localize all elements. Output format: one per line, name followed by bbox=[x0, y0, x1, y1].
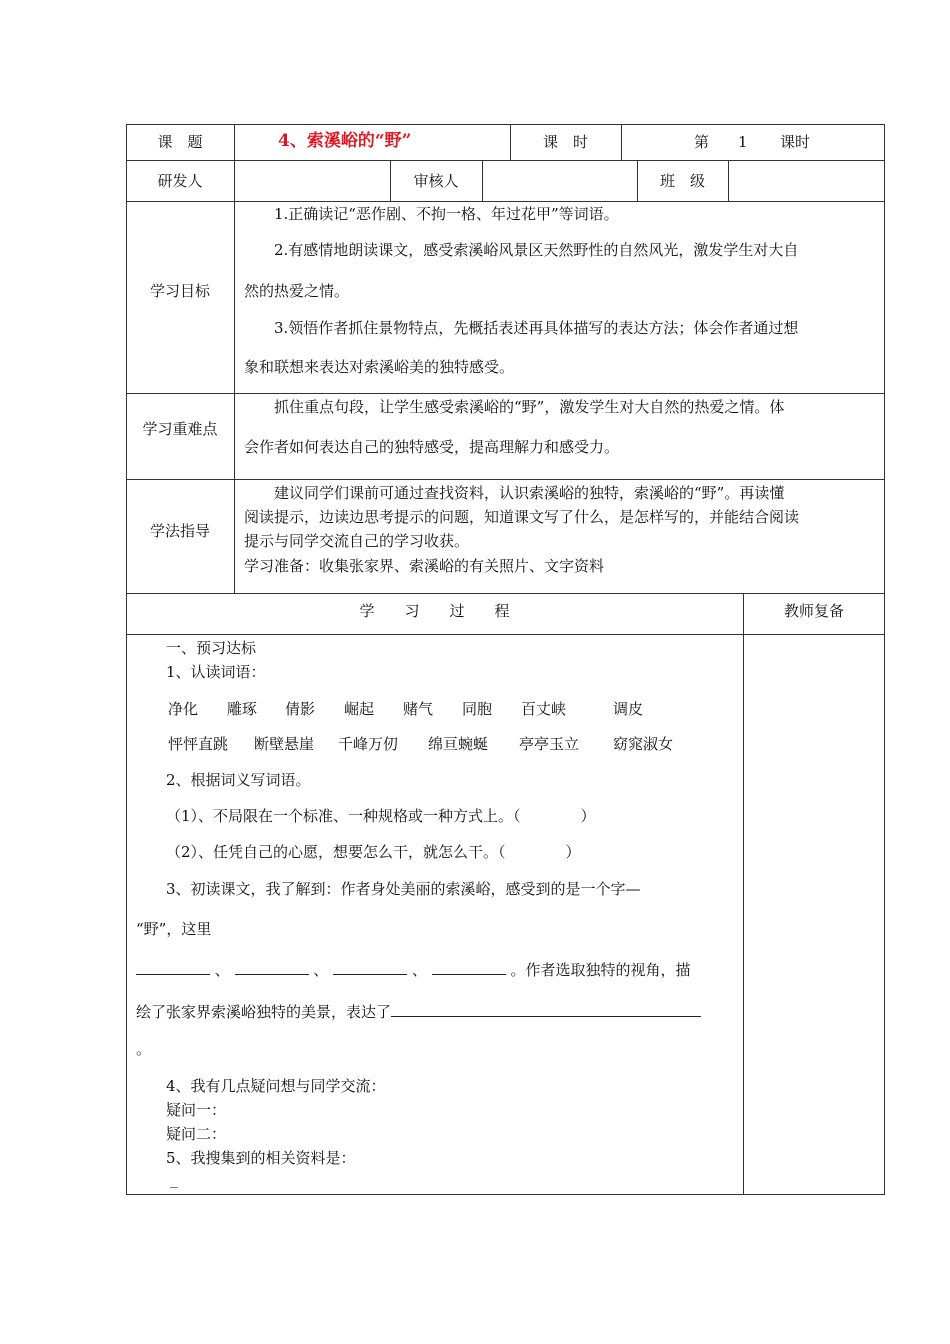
word: 千峰万仞 bbox=[338, 735, 399, 753]
doubt-1: 疑问一： bbox=[166, 1101, 227, 1119]
question-2: 2、根据词义写词语。 bbox=[166, 771, 311, 789]
lesson-di: 第 bbox=[694, 133, 710, 151]
question-3-tail: 。作者选取独特的视角，描 bbox=[510, 961, 691, 979]
question-5: 5、我搜集到的相关资料是： bbox=[166, 1149, 356, 1167]
col-divider bbox=[621, 124, 622, 160]
goal-item: 象和联想来表达对索溪峪美的独特感受。 bbox=[244, 358, 515, 376]
answer-blank[interactable] bbox=[136, 960, 210, 975]
doubt-2: 疑问二： bbox=[166, 1125, 227, 1143]
method-line: 建议同学们课前可通过查找资料，认识索溪峪的独特，索溪峪的“野”。再读懂 bbox=[274, 484, 785, 502]
question-4: 4、我有几点疑问想与同学交流： bbox=[166, 1077, 386, 1095]
goal-item: 1.正确读记“恶作剧、不拘一格、年过花甲”等词语。 bbox=[274, 205, 619, 223]
col-divider bbox=[728, 160, 729, 201]
word: 调皮 bbox=[613, 700, 644, 718]
word: 赌气 bbox=[403, 700, 434, 718]
question-3-end: 。 bbox=[136, 1040, 152, 1058]
lesson-unit: 课时 bbox=[780, 133, 811, 151]
goal-item: 然的热爱之情。 bbox=[244, 282, 350, 300]
reviewer-label: 审核人 bbox=[413, 172, 459, 190]
question-3: 3、初读课文，我了解到：作者身处美丽的索溪峪，感受到的是一个字— bbox=[166, 880, 641, 898]
process-header: 学 习 过 程 bbox=[359, 602, 510, 620]
col-divider bbox=[482, 160, 483, 201]
col-divider bbox=[743, 593, 744, 1195]
word: 断壁悬崖 bbox=[254, 735, 315, 753]
separator: 、 bbox=[313, 961, 329, 979]
answer-blank[interactable] bbox=[333, 960, 407, 975]
word: 怦怦直跳 bbox=[168, 735, 229, 753]
question-3-blanks bbox=[136, 960, 691, 978]
word: 同胞 bbox=[462, 700, 493, 718]
question-3-line4 bbox=[136, 1002, 701, 1020]
col-divider bbox=[234, 124, 235, 593]
ketie-label: 课 题 bbox=[157, 133, 203, 151]
separator: 、 bbox=[214, 961, 230, 979]
question-5-blank: _ bbox=[170, 1170, 178, 1188]
answer-blank[interactable] bbox=[432, 960, 506, 975]
method-line: 提示与同学交流自己的学习收获。 bbox=[244, 532, 470, 550]
separator: 、 bbox=[411, 961, 427, 979]
goals-label: 学习目标 bbox=[149, 282, 210, 300]
question-3-text: 绘了张家界索溪峪独特的美景，表达了 bbox=[136, 1003, 392, 1021]
word: 亭亭玉立 bbox=[519, 735, 580, 753]
developer-label: 研发人 bbox=[157, 172, 203, 190]
goal-item: 2.有感情地朗读课文，感受索溪峪风景区天然野性的自然风光，激发学生对大自 bbox=[274, 241, 799, 259]
lesson-number: 1 bbox=[738, 133, 748, 151]
goal-item: 3.领悟作者抓住景物特点，先概括表述再具体描写的表达方法；体会作者通过想 bbox=[274, 319, 799, 337]
row-divider bbox=[126, 393, 885, 394]
page-title: 4、索溪峪的“野” bbox=[278, 131, 412, 151]
method-label: 学法指导 bbox=[149, 522, 210, 540]
word: 崛起 bbox=[344, 700, 375, 718]
lesson-plan-table bbox=[126, 124, 885, 1195]
row-divider bbox=[126, 479, 885, 480]
word: 雕琢 bbox=[227, 700, 258, 718]
row-divider bbox=[126, 593, 885, 594]
row-divider bbox=[126, 634, 885, 635]
method-line: 学习准备：收集张家界、索溪峪的有关照片、文字资料 bbox=[244, 557, 605, 575]
keypoints-line: 会作者如何表达自己的独特感受，提高理解力和感受力。 bbox=[244, 438, 620, 456]
word: 净化 bbox=[168, 700, 199, 718]
method-line: 阅读提示，边读边思考提示的问题，知道课文写了什么，是怎样写的，并能结合阅读 bbox=[244, 508, 800, 526]
keypoints-line: 抓住重点句段，让学生感受索溪峪的“野”，激发学生对大自然的热爱之情。体 bbox=[274, 398, 785, 416]
question-2-2: （2）、任凭自己的心愿，想要怎么干，就怎么干。（ ） bbox=[166, 843, 581, 861]
section-heading: 一、预习达标 bbox=[166, 639, 257, 657]
question-3-cont: “野”，这里 bbox=[136, 920, 212, 938]
answer-blank[interactable] bbox=[235, 960, 309, 975]
teacher-header: 教师复备 bbox=[783, 602, 844, 620]
question-2-1: （1）、不局限在一个标准、一种规格或一种方式上。（ ） bbox=[166, 807, 596, 825]
keypoints-label: 学习重难点 bbox=[142, 420, 218, 438]
keshi-label: 课 时 bbox=[542, 133, 588, 151]
word: 倩影 bbox=[285, 700, 316, 718]
answer-blank[interactable] bbox=[391, 1002, 701, 1017]
word: 绵亘蜿蜒 bbox=[428, 735, 489, 753]
question-1: 1、认读词语： bbox=[166, 663, 266, 681]
row-divider bbox=[126, 201, 885, 202]
class-label: 班 级 bbox=[659, 172, 705, 190]
row-divider bbox=[126, 160, 885, 161]
word: 窈窕淑女 bbox=[613, 735, 674, 753]
word: 百丈峡 bbox=[521, 700, 567, 718]
